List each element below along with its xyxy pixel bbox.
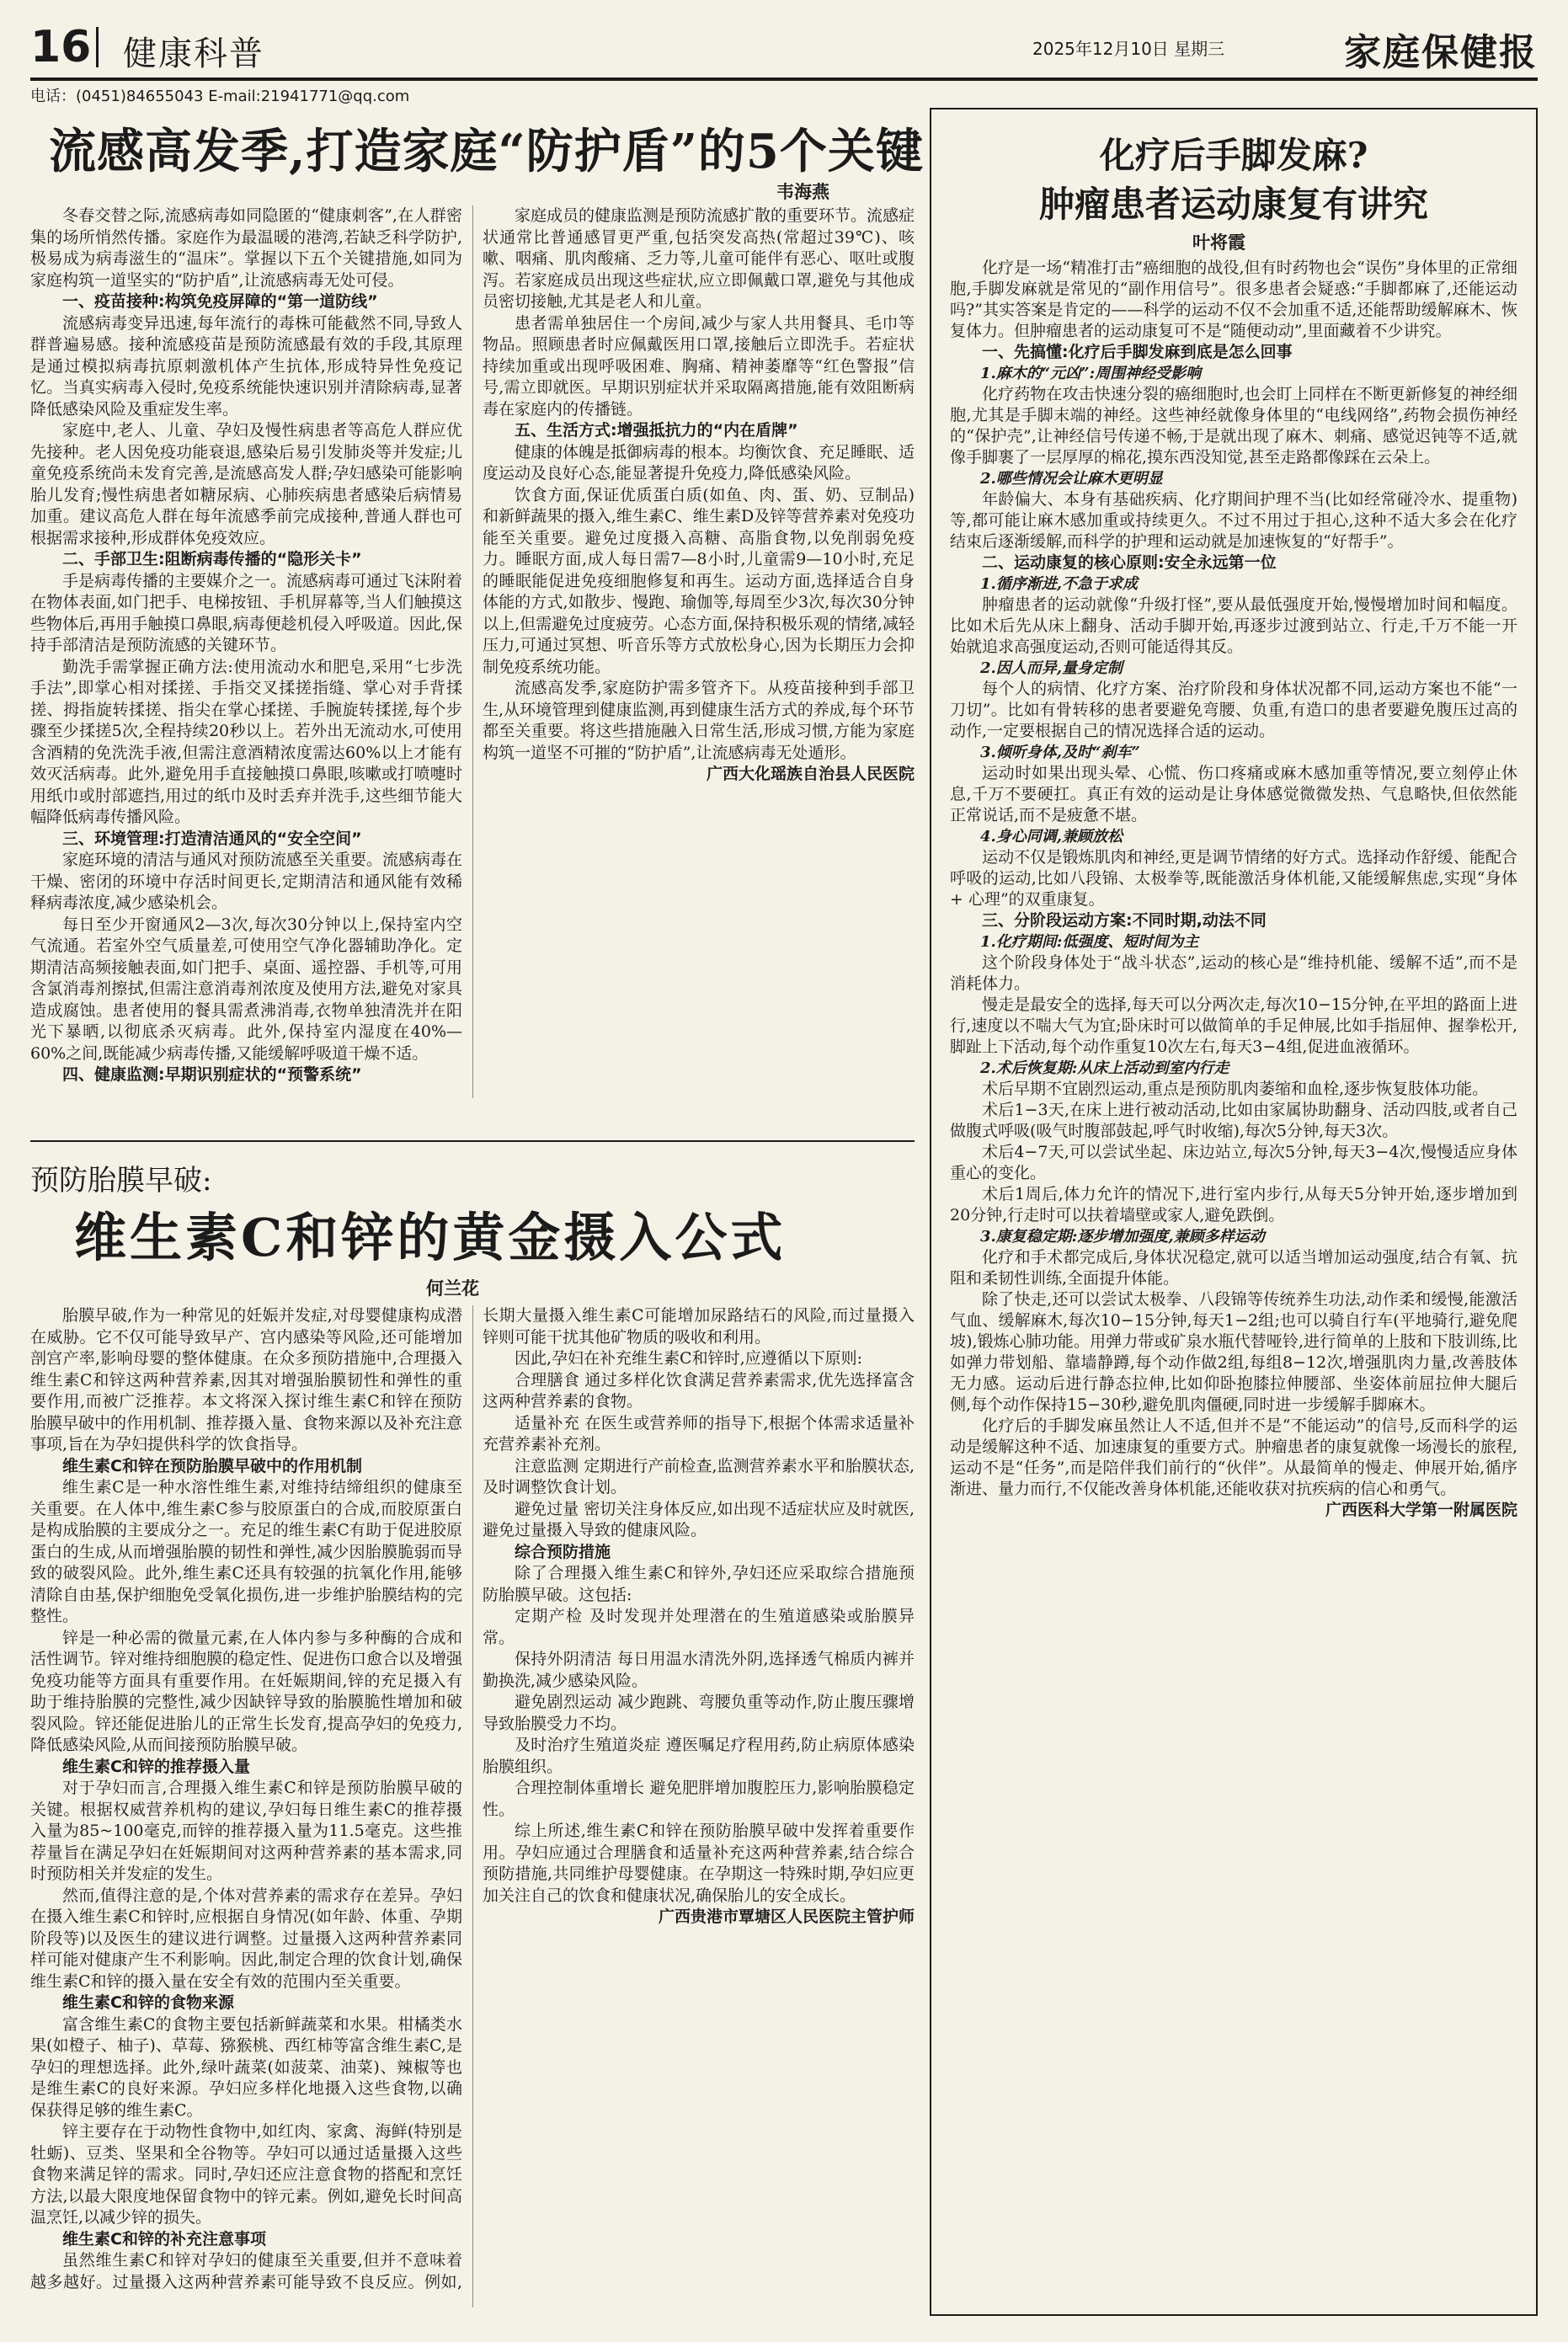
paragraph: 术后1周后,体力允许的情况下,进行室内步行,从每天5分钟开始,逐步增加到20分钟,行走时可以扶着墙壁或家人,避免跌倒。	[950, 1185, 1517, 1224]
sub-subheading: 1.麻木的“元凶”:周围神经受影响	[980, 365, 1202, 382]
page-number: 16	[30, 22, 92, 72]
paragraph: 术后1−3天,在床上进行被动活动,比如由家属协助翻身、活动四肢,或者自己做腹式呼吸(吸气时腹部鼓起,呼气时收缩),每次5分钟,每天3次。	[950, 1101, 1517, 1140]
article2-column-rule	[472, 1305, 473, 2307]
paragraph: 定期产检 及时发现并处理潜在的生殖道感染或胎膜异常。	[483, 1607, 915, 1647]
section-title: 健康科普	[123, 35, 264, 73]
article3-title-line1: 化疗后手脚发麻?	[1099, 135, 1368, 176]
paragraph: 然而,值得注意的是,个体对营养素的需求存在差异。孕妇在摄入维生素C和锌时,应根据自身情况(如年龄、体重、孕期阶段等)以及医生的建议进行调整。过量摄入这两种营养素同样可能对健康产生不利影响。因此,制定合理的饮食计划,确保维生素C和锌的摄入量在安全有效的范围内至关重要。	[30, 1886, 462, 1991]
paragraph: 保持外阴清洁 每日用温水清洗外阴,选择透气棉质内裤并勤换洗,减少感染风险。	[483, 1650, 915, 1690]
subheading: 四、健康监测:早期识别症状的“预警系统”	[62, 1065, 362, 1084]
subheading: 维生素C和锌的推荐摄入量	[62, 1757, 250, 1776]
paragraph: 流感高发季,家庭防护需多管齐下。从疫苗接种到手部卫生,从环境管理到健康监测,再到健康生活方式的养成,每个环节都至关重要。将这些措施融入日常生活,形成习惯,方能为家庭构筑一道坚不可摧的“防护盾”,让流感病毒无处遁形。	[483, 679, 915, 762]
sub-subheading: 1.化疗期间:低强度、短时间为主	[980, 933, 1199, 951]
issue-date: 2025年12月10日 星期三	[1032, 39, 1225, 59]
subheading: 三、环境管理:打造清洁通风的“安全空间”	[62, 829, 362, 848]
paragraph: 虽然维生素C和锌对孕妇的健康至关重要,但并不意味着越多越好。过量摄入这两种营养素可能导致不良反应。例如,长期大量摄入维生素C可能增加尿路结石的风险,而过量摄入锌则可能干扰其他矿物质的吸收和利用。	[30, 1306, 915, 2291]
sub-subheading: 2.因人而异,量身定制	[980, 659, 1123, 677]
sub-subheading: 1.循序渐进,不急于求成	[980, 575, 1139, 593]
paragraph: 适量补充 在医生或营养师的指导下,根据个体需求适量补充营养素补充剂。	[483, 1413, 915, 1454]
newspaper-name: 家庭保健报	[1344, 31, 1538, 74]
paragraph: 锌主要存在于动物性食物中,如红肉、家禽、海鲜(特别是牡蛎)、豆类、坚果和全谷物等。孕妇可以通过适量摄入这些食物来满足锌的需求。同时,孕妇还应注意食物的搭配和烹饪方法,以最大限度地保留食物中的锌元素。例如,避免长时间高温烹饪,以减少锌的损失。	[30, 2122, 462, 2227]
paragraph: 慢走是最安全的选择,每天可以分两次走,每次10−15分钟,在平坦的路面上进行,速度以不喘大气为宜;卧床时可以做简单的手足伸展,比如手指屈伸、握拳松开,脚趾上下活动,每个动作重复10次左右,每天3−4组,促进血液循环。	[950, 995, 1517, 1056]
article-separator	[30, 1140, 915, 1142]
paragraph: 每日至少开窗通风2—3次,每次30分钟以上,保持室内空气流通。若室外空气质量差,可使用空气净化器辅助净化。定期清洁高频接触表面,如门把手、桌面、遥控器、手机等,可用含氯消毒剂擦拭,但需注意消毒剂浓度及使用方法,避免对家具造成腐蚀。患者使用的餐具需煮沸消毒,衣物单独清洗并在阳光下暴晒,以彻底杀灭病毒。此外,保持室内湿度在40%—60%之间,既能减少病毒传播,又能缓解呼吸道干燥不适。	[30, 915, 462, 1063]
subheading: 维生素C和锌的补充注意事项	[62, 2229, 266, 2249]
author-affiliation: 广西医科大学第一附属医院	[1325, 1501, 1517, 1519]
article2-author: 何兰花	[426, 1278, 479, 1299]
paragraph: 除了合理摄入维生素C和锌外,孕妇还应采取综合措施预防胎膜早破。这包括:	[483, 1564, 915, 1604]
paragraph: 冬春交替之际,流感病毒如同隐匿的“健康刺客”,在人群密集的场所悄然传播。家庭作为最温暖的港湾,若缺乏科学防护,极易成为病毒滋生的“温床”。掌握以下五个关键措施,如同为家庭构筑一道坚实的“防护盾”,让流感病毒无处可侵。	[30, 206, 462, 290]
subheading: 维生素C和锌在预防胎膜早破中的作用机制	[62, 1456, 362, 1475]
subheading: 一、疫苗接种:构筑免疫屏障的“第一道防线”	[62, 292, 378, 311]
paragraph: 化疗和手术都完成后,身体状况稳定,就可以适当增加运动强度,结合有氧、抗阻和柔韧性训练,全面提升体能。	[950, 1248, 1517, 1288]
paragraph: 家庭环境的清洁与通风对预防流感至关重要。流感病毒在干燥、密闭的环境中存活时间更长,定期清洁和通风能有效稀释病毒浓度,减少感染机会。	[30, 851, 463, 912]
subheading: 三、分阶段运动方案:不同时期,动法不同	[982, 911, 1267, 930]
paragraph: 手是病毒传播的主要媒介之一。流感病毒可通过飞沫附着在物体表面,如门把手、电梯按钮、手机屏幕等,当人们触摸这些物体后,再用手触摸口鼻眼,病毒便趁机侵入呼吸道。因此,保持手部清洁是预防流感的关键环节。	[30, 571, 463, 654]
subheading: 维生素C和锌的食物来源	[62, 1993, 234, 2012]
paragraph: 家庭成员的健康监测是预防流感扩散的重要环节。流感症状通常比普通感冒更严重,包括突发高热(常超过39℃)、咳嗽、咽痛、肌肉酸痛、乏力等,儿童可能伴有恶心、呕吐或腹泻。若家庭成员出现这些症状,应立即佩戴口罩,避免与其他成员密切接触,尤其是老人和儿童。	[483, 206, 915, 311]
paragraph: 化疗是一场“精准打击”癌细胞的战役,但有时药物也会“误伤”身体里的正常细胞,手脚发麻就是常见的“副作用信号”。很多患者会疑惑:“手脚都麻了,还能运动吗?”其实答案是肯定的——科学的运动不仅不会加重不适,还能帮助缓解麻木、恢复体力。但肿瘤患者的运动康复可不是“随便动动”,里面藏着不少讲究。	[950, 259, 1517, 340]
paragraph: 术后4−7天,可以尝试坐起、床边站立,每次5分钟,每天3−4次,慢慢适应身体重心的变化。	[950, 1143, 1517, 1182]
paragraph: 这个阶段身体处于“战斗状态”,运动的核心是“维持机能、缓解不适”,而不是消耗体力。	[950, 953, 1517, 993]
paragraph: 胎膜早破,作为一种常见的妊娠并发症,对母婴健康构成潜在威胁。它不仅可能导致早产、宫内感染等风险,还可能增加剖宫产率,影响母婴的整体健康。在众多预防措施中,合理摄入维生素C和锌这两种营养素,因其对增强胎膜韧性和弹性的重要作用,而被广泛推荐。本文将深入探讨维生素C和锌在预防胎膜早破中的作用机制、推荐摄入量、食物来源以及补充注意事项,旨在为孕妇提供科学的饮食指导。	[30, 1306, 463, 1454]
paragraph: 年龄偏大、本身有基础疾病、化疗期间护理不当(比如经常碰冷水、提重物)等,都可能让麻木感加重或持续更久。不过不用过于担心,这种不适大多会在化疗结束后逐渐缓解,而科学的护理和运动就是加速恢复的“好帮手”。	[950, 490, 1517, 551]
sub-subheading: 2.术后恢复期:从床上活动到室内行走	[980, 1059, 1229, 1077]
paragraph: 饮食方面,保证优质蛋白质(如鱼、肉、蛋、奶、豆制品)和新鲜蔬果的摄入,维生素C、维生素D及锌等营养素对免疫功能至关重要。避免过度摄入高糖、高脂食物,以免削弱免疫力。睡眠方面,成人每日需7—8小时,儿童需9—10小时,充足的睡眠能促进免疫细胞修复和再生。运动方面,选择适合自身体能的方式,如散步、慢跑、瑜伽等,每周至少3次,每次30分钟以上,但需避免过度疲劳。心态方面,保持积极乐观的情绪,减轻压力,可通过冥想、听音乐等方式放松身心,因为长期压力会抑制免疫系统功能。	[483, 485, 915, 676]
article1-column-rule	[472, 205, 473, 1098]
paragraph: 家庭中,老人、儿童、孕妇及慢性病患者等高危人群应优先接种。老人因免疫功能衰退,感染后易引发肺炎等并发症;儿童免疫系统尚未发育完善,是流感高发人群;孕妇感染可能影响胎儿发育;慢性病患者如糖尿病、心肺疾病患者感染后病情易加重。建议高危人群在每年流感季前完成接种,普通人群也可根据需求接种,形成群体免疫效应。	[30, 421, 462, 547]
paragraph: 每个人的病情、化疗方案、治疗阶段和身体状况都不同,运动方案也不能“一刀切”。比如有骨转移的患者要避免弯腰、负重,有造口的患者要避免腹压过高的动作,一定要根据自己的情况选择合适的运动。	[950, 680, 1517, 740]
masthead-divider	[96, 27, 99, 67]
paragraph: 富含维生素C的食物主要包括新鲜蔬菜和水果。柑橘类水果(如橙子、柚子)、草莓、猕猴桃、西红柿等富含维生素C,是孕妇的理想选择。此外,绿叶蔬菜(如菠菜、油菜)、辣椒等也是维生素C的良好来源。孕妇应多样化地摄入这些食物,以确保获得足够的维生素C。	[30, 2014, 462, 2120]
paragraph: 勤洗手需掌握正确方法:使用流动水和肥皂,采用“七步洗手法”,即掌心相对揉搓、手指交叉揉搓指缝、掌心对手背揉搓、拇指旋转揉搓、指尖在掌心揉搓、手腕旋转揉搓,每个步骤至少揉搓5次,全程持续20秒以上。若外出无流动水,可使用含酒精的免洗洗手液,但需注意酒精浓度需达60%以上才能有效灭活病毒。此外,避免用手直接触摸口鼻眼,咳嗽或打喷嚏时用纸巾或肘部遮挡,用过的纸巾及时丢弃并洗手,这些细节能大幅降低病毒传播风险。	[30, 657, 462, 826]
article3-body	[950, 258, 1517, 2296]
article3-title-line2: 肿瘤患者运动康复有讲究	[1038, 184, 1428, 225]
article3-box	[930, 108, 1538, 2316]
subheading: 综合预防措施	[515, 1542, 611, 1561]
sub-subheading: 3.倾听身体,及时“刹车”	[980, 744, 1140, 761]
article2-title: 维生素C和锌的黄金摄入公式	[74, 1207, 787, 1268]
paragraph: 对于孕妇而言,合理摄入维生素C和锌是预防胎膜早破的关键。根据权威营养机构的建议,孕妇每日维生素C的推荐摄入量为85~100毫克,而锌的推荐摄入量为11.5毫克。这些推荐量旨在满足孕妇在妊娠期间对这两种营养素的基本需求,同时预防相关并发症的发生。	[30, 1779, 462, 1883]
sub-subheading: 3.康复稳定期:逐步增加强度,兼顾多样运动	[980, 1228, 1265, 1246]
paragraph: 合理膳食 通过多样化饮食满足营养素需求,优先选择富含这两种营养素的食物。	[483, 1370, 915, 1411]
sub-subheading: 4.身心同调,兼顾放松	[980, 828, 1123, 846]
paragraph: 合理控制体重增长 避免肥胖增加腹腔压力,影响胎膜稳定性。	[483, 1779, 915, 1819]
subheading: 一、先搞懂:化疗后手脚发麻到底是怎么回事	[982, 343, 1293, 361]
paragraph: 患者需单独居住一个房间,减少与家人共用餐具、毛巾等物品。照顾患者时应佩戴医用口罩,接触后立即洗手。若症状持续加重或出现呼吸困难、胸痛、精神萎靡等“红色警报”信号,需立即就医。早期识别症状并采取隔离措施,能有效阻断病毒在家庭内的传播链。	[483, 313, 915, 419]
subheading: 五、生活方式:增强抵抗力的“内在盾牌”	[515, 421, 798, 440]
paragraph: 避免过量 密切关注身体反应,如出现不适症状应及时就医,避免过量摄入导致的健康风险。	[483, 1499, 915, 1539]
paragraph: 流感病毒变异迅速,每年流行的毒株可能截然不同,导致人群普遍易感。接种流感疫苗是预防流感最有效的手段,其原理是通过模拟病毒抗原刺激机体产生抗体,形成特异性免疫记忆。当真实病毒入侵时,免疫系统能快速识别并清除病毒,显著降低感染风险及重症发生率。	[30, 313, 462, 419]
paragraph: 化疗后的手脚发麻虽然让人不适,但并不是“不能运动”的信号,反而科学的运动是缓解这种不适、加速康复的重要方式。肿瘤患者的康复就像一场漫长的旅程,运动不是“任务”,而是陪伴我们前行的“伙伴”。从最简单的慢走、伸展开始,循序渐进、量力而行,不仅能改善身体机能,还能收获对抗疾病的信心和勇气。	[950, 1416, 1517, 1498]
contact-line: 电话：(0451)84655043 E-mail:21941771@qq.com	[30, 88, 410, 105]
paragraph: 及时治疗生殖道炎症 遵医嘱足疗程用药,防止病原体感染胎膜组织。	[483, 1736, 915, 1776]
article1-author: 韦海燕	[776, 181, 829, 202]
masthead	[30, 19, 1538, 74]
article2-kicker: 预防胎膜早破:	[30, 1164, 212, 1198]
paragraph: 除了快走,还可以尝试太极拳、八段锦等传统养生功法,动作柔和缓慢,能激活气血、缓解麻木,每次10−15分钟,每天1−2组;也可以骑自行车(平地骑行,避免爬坡),锻炼心肺功能。用弹力带或矿泉水瓶代替哑铃,进行简单的上肢和下肢训练,比如弹力带划船、靠墙静蹲,每个动作做2组,每组8−12次,增强肌肉力量,改善肢体无力感。运动后进行静态拉伸,比如仰卧抱膝拉伸腰部、坐姿体前屈拉伸大腿后侧,每个动作保持15−30秒,避免肌肉僵硬,同时进一步缓解手脚麻木。	[950, 1290, 1517, 1414]
masthead-rule	[30, 77, 1538, 81]
author-affiliation: 广西贵港市覃塘区人民医院主管护师	[658, 1907, 915, 1926]
paragraph: 健康的体魄是抵御病毒的根本。均衡饮食、充足睡眠、适度运动及良好心态,能显著提升免疫力,降低感染风险。	[483, 442, 915, 483]
subheading: 二、手部卫生:阻断病毒传播的“隐形关卡”	[62, 550, 362, 568]
author-affiliation: 广西大化瑶族自治县人民医院	[706, 765, 915, 783]
article3-author: 叶将霞	[1192, 232, 1245, 253]
sub-subheading: 2.哪些情况会让麻木更明显	[980, 470, 1163, 488]
paragraph: 术后早期不宜剧烈运动,重点是预防肌肉萎缩和血栓,逐步恢复肢体功能。	[982, 1080, 1489, 1098]
paragraph: 综上所述,维生素C和锌在预防胎膜早破中发挥着重要作用。孕妇应通过合理膳食和适量补充这两种营养素,结合综合预防措施,共同维护母婴健康。在孕期这一特殊时期,孕妇应更加关注自己的饮食和健康状况,确保胎儿的安全成长。	[483, 1822, 915, 1905]
paragraph: 注意监测 定期进行产前检查,监测营养素水平和胎膜状态,及时调整饮食计划。	[483, 1456, 915, 1496]
paragraph: 运动不仅是锻炼肌肉和神经,更是调节情绪的好方式。选择动作舒缓、能配合呼吸的运动,比如八段锦、太极拳等,既能激活身体机能,又能缓解焦虑,实现“身体 + 心理”的双重康复。	[950, 848, 1517, 909]
paragraph: 锌是一种必需的微量元素,在人体内参与多种酶的合成和活性调节。锌对维持细胞膜的稳定性、促进伤口愈合以及增强免疫功能等方面具有重要作用。在妊娠期间,锌的充足摄入有助于维持胎膜的完整性,减少因缺锌导致的胎膜脆性增加和破裂风险。锌还能促进胎儿的正常生长发育,提高孕妇的免疫力,降低感染风险,从而间接预防胎膜早破。	[30, 1628, 463, 1754]
paragraph: 运动时如果出现头晕、心慌、伤口疼痛或麻木感加重等情况,要立刻停止休息,千万不要硬扛。真正有效的运动是让身体感觉微微发热、气息略快,但依然能正常说话,而不是疲惫不堪。	[950, 764, 1517, 824]
subheading: 二、运动康复的核心原则:安全永远第一位	[982, 553, 1277, 572]
paragraph: 维生素C是一种水溶性维生素,对维持结缔组织的健康至关重要。在人体中,维生素C参与胶原蛋白的合成,而胶原蛋白是构成胎膜的主要成分之一。充足的维生素C有助于促进胶原蛋白的生成,从而增强胎膜的韧性和弹性,减少因胎膜脆弱而导致的破裂风险。此外,维生素C还具有较强的抗氧化作用,能够清除自由基,保护细胞免受氧化损伤,进一步维护胎膜结构的完整性。	[30, 1478, 462, 1625]
paragraph: 避免剧烈运动 减少跑跳、弯腰负重等动作,防止腹压骤增导致胎膜受力不均。	[483, 1693, 915, 1733]
article1-title: 流感高发季,打造家庭“防护盾”的5个关键	[49, 124, 924, 179]
paragraph: 肿瘤患者的运动就像“升级打怪”,要从最低强度开始,慢慢增加时间和幅度。比如术后先从床上翻身、活动手脚开始,再逐步过渡到站立、行走,千万不能一开始就追求高强度运动,否则可能适得其反。	[950, 595, 1517, 656]
paragraph: 化疗药物在攻击快速分裂的癌细胞时,也会盯上同样在不断更新修复的神经细胞,尤其是手脚末端的神经。这些神经就像身体里的“电线网络”,药物会损伤神经的“保护壳”,让神经信号传递不畅,于是就出现了麻木、刺痛、感觉迟钝等不适,就像手脚裹了一层厚厚的棉花,摸东西没知觉,甚至走路都像踩在云朵上。	[950, 385, 1517, 467]
paragraph: 因此,孕妇在补充维生素C和锌时,应遵循以下原则:	[515, 1349, 863, 1368]
